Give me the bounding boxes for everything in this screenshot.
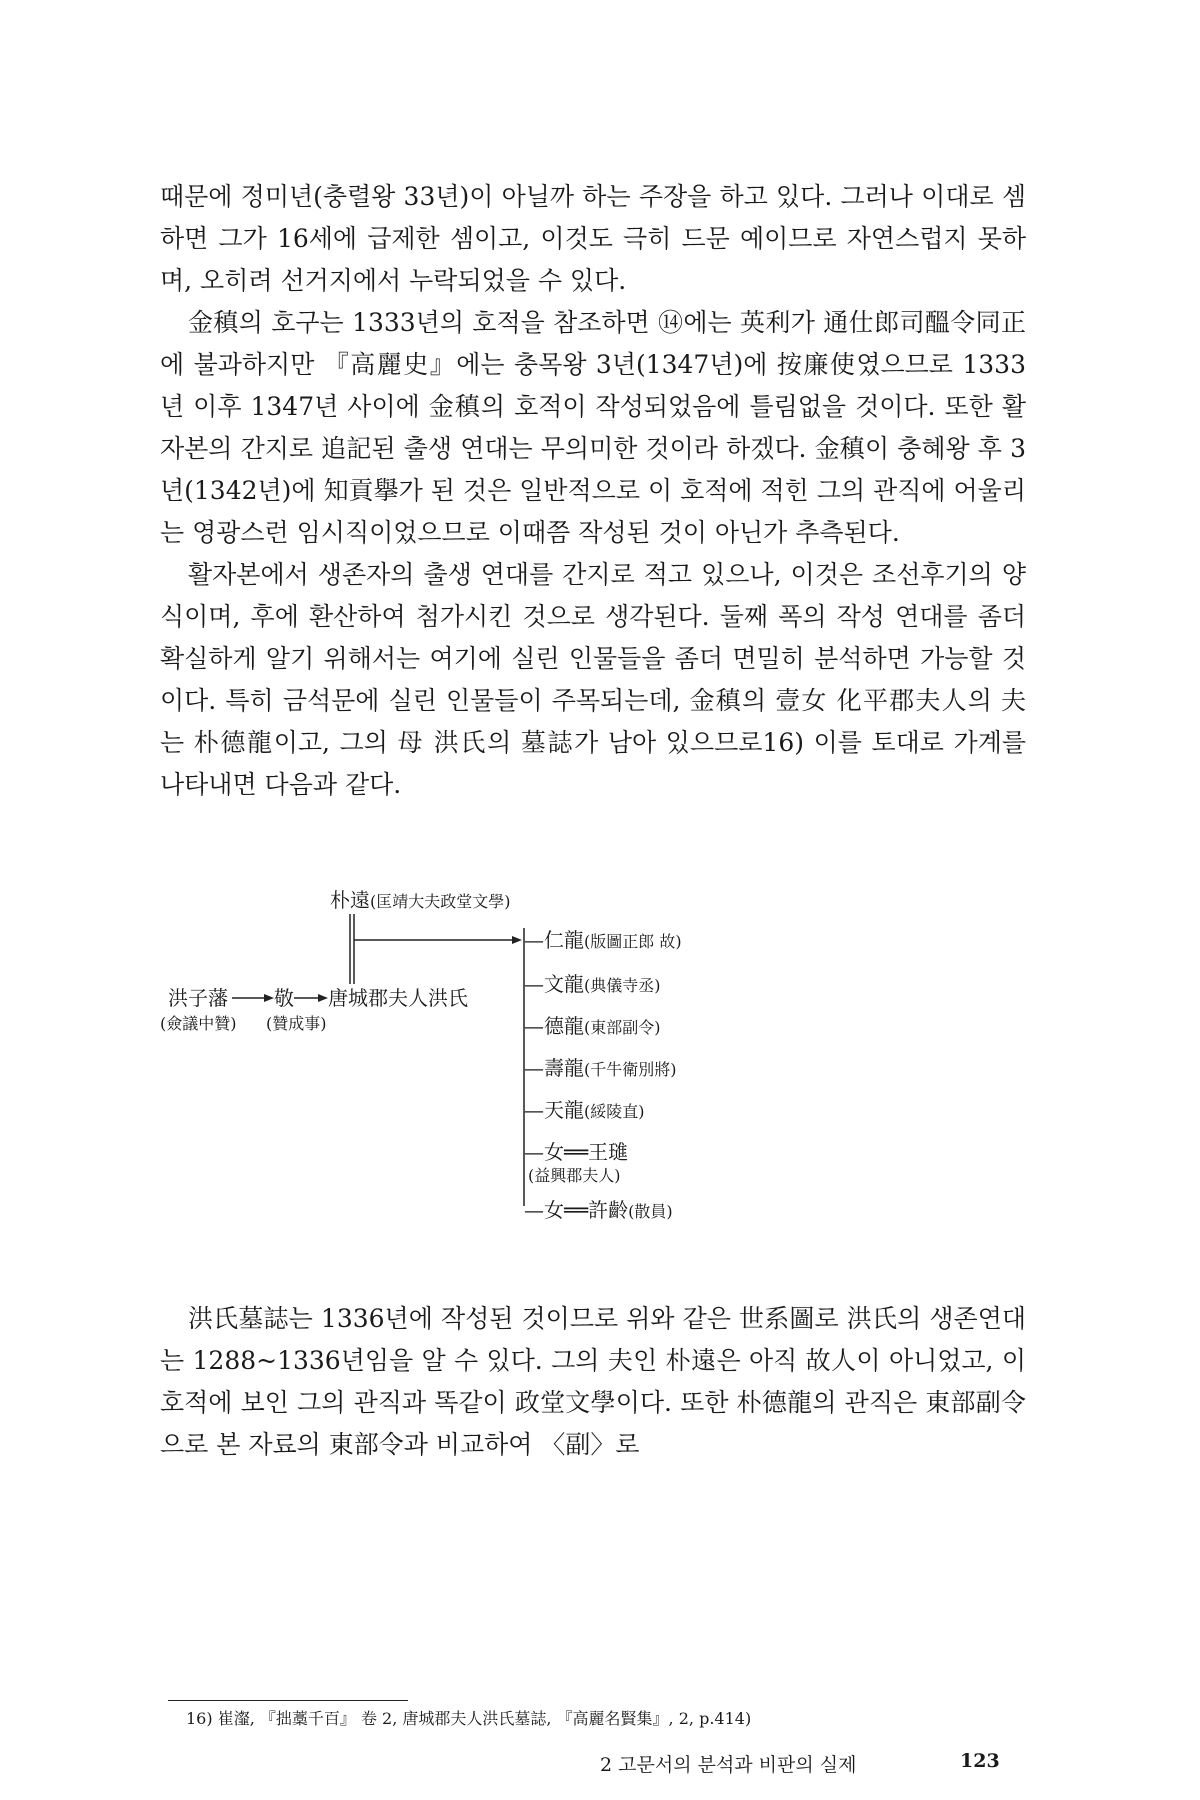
child-4-title: (千牛衛別將): [584, 1060, 677, 1079]
spouse: [328, 986, 468, 1010]
child-3-label: —德龍: [524, 1014, 584, 1038]
child-7: [524, 1198, 673, 1224]
child-3-title: (東部副令): [584, 1018, 661, 1037]
paragraph-1: 때문에 정미년(충렬왕 33년)이 아닐까 하는 주장을 하고 있다. 그러나 이대로 셈하면 그가 16세에 급제한 셈이고, 이것도 극히 드문 예이므로 자연스럽지 못하며, 오히려 선거지에서 누락되었을 수 있다.: [160, 182, 1026, 295]
footnote-divider: [168, 1700, 408, 1701]
child-7-label: —女══許齡: [524, 1198, 629, 1222]
child-2: [524, 972, 661, 998]
child-4: [524, 1056, 677, 1082]
paragraph-4: 洪氏墓誌는 1336년에 작성된 것이므로 위와 같은 世系圖로 洪氏의 생존연대는 1288~1336년임을 알 수 있다. 그의 夫인 朴遠은 아직 故人이 아니었고, 이 호적에 보인 그의 관직과 똑같이 政堂文學이다. 또한 朴德龍의 관직은 東部副令으로 본 자료의 東部令과 비교하여 〈副〉로: [160, 1304, 1026, 1459]
child-2-title: (典儀寺丞): [584, 976, 661, 995]
running-footer: 2 고문서의 분석과 비판의 실제: [600, 1754, 857, 1776]
child-6: [524, 1140, 628, 1164]
ancestor-1-title: (僉議中贊): [160, 1014, 237, 1033]
spouse-name: 唐城郡夫人洪氏: [328, 986, 468, 1010]
root-person: [330, 888, 511, 914]
ancestor-2-name: 敬: [274, 986, 294, 1010]
child-1-title: (版圖正郎 故): [584, 932, 682, 951]
child-2-label: —文龍: [524, 972, 584, 996]
ancestor-1: [168, 986, 228, 1010]
paragraph-3: 활자본에서 생존자의 출생 연대를 간지로 적고 있으나, 이것은 조선후기의 양식이며, 후에 환산하여 첨가시킨 것으로 생각된다. 둘째 폭의 작성 연대를 좀더 확실하게 알기 위해서는 여기에 실린 인물들을 좀더 면밀히 분석하면 가능할 것이다. 특히 금석문에 실린 인물들이 주목되는데, 金稹의 壹女 化平郡夫人의 夫는 朴德龍이고, 그의 母 洪氏의 墓誌가 남아 있으므로16) 이를 토대로 가계를 나타내면 다음과 같다.: [160, 560, 1026, 799]
paragraph-2: 金稹의 호구는 1333년의 호적을 참조하면 ⑭에는 英利가 通仕郎司醞令同正에 불과하지만 『高麗史』에는 충목왕 3년(1347년)에 按廉使였으므로 1333년 이후 1347년 사이에 金稹의 호적이 작성되었음에 틀림없을 것이다. 또한 활자본의 간지로 追記된 출생 연대는 무의미한 것이라 하겠다. 金稹이 충혜왕 후 3년(1342년)에 知貢擧가 된 것은 일반적으로 이 호적에 적힌 그의 관직에 어울리는 영광스런 임시직이었으므로 이때쯤 작성된 것이 아닌가 추측된다.: [160, 308, 1026, 547]
ancestor-1-name: 洪子藩: [168, 986, 228, 1010]
child-7-title: (散員): [628, 1202, 673, 1221]
root-name: 朴遠: [330, 888, 370, 912]
genealogy-connector-lines: [160, 880, 860, 1260]
body-text-bottom: [160, 1298, 1026, 1466]
ancestor-2-title: (贊成事): [266, 1014, 327, 1033]
child-3: [524, 1014, 661, 1040]
page-number: 123: [960, 1750, 1000, 1772]
body-text-top: [160, 176, 1026, 806]
child-5-title: (綏陵直): [584, 1102, 645, 1121]
child-5-label: —天龍: [524, 1098, 584, 1122]
ancestor-2: [274, 986, 294, 1010]
child-1: [524, 928, 682, 954]
root-title: (匡靖大夫政堂文學): [370, 892, 511, 911]
genealogy-diagram: [160, 880, 860, 1260]
child-6-label: —女══王璡: [524, 1140, 629, 1164]
child-4-label: —壽龍: [524, 1056, 584, 1080]
child-1-label: —仁龍: [524, 928, 584, 952]
footnote-16: 16) 崔瀣, 『拙藁千百』 卷 2, 唐城郡夫人洪氏墓誌, 『高麗名賢集』, 2, p.414): [186, 1709, 752, 1728]
child-6-title: (益興郡夫人): [528, 1166, 621, 1185]
child-5: [524, 1098, 645, 1124]
